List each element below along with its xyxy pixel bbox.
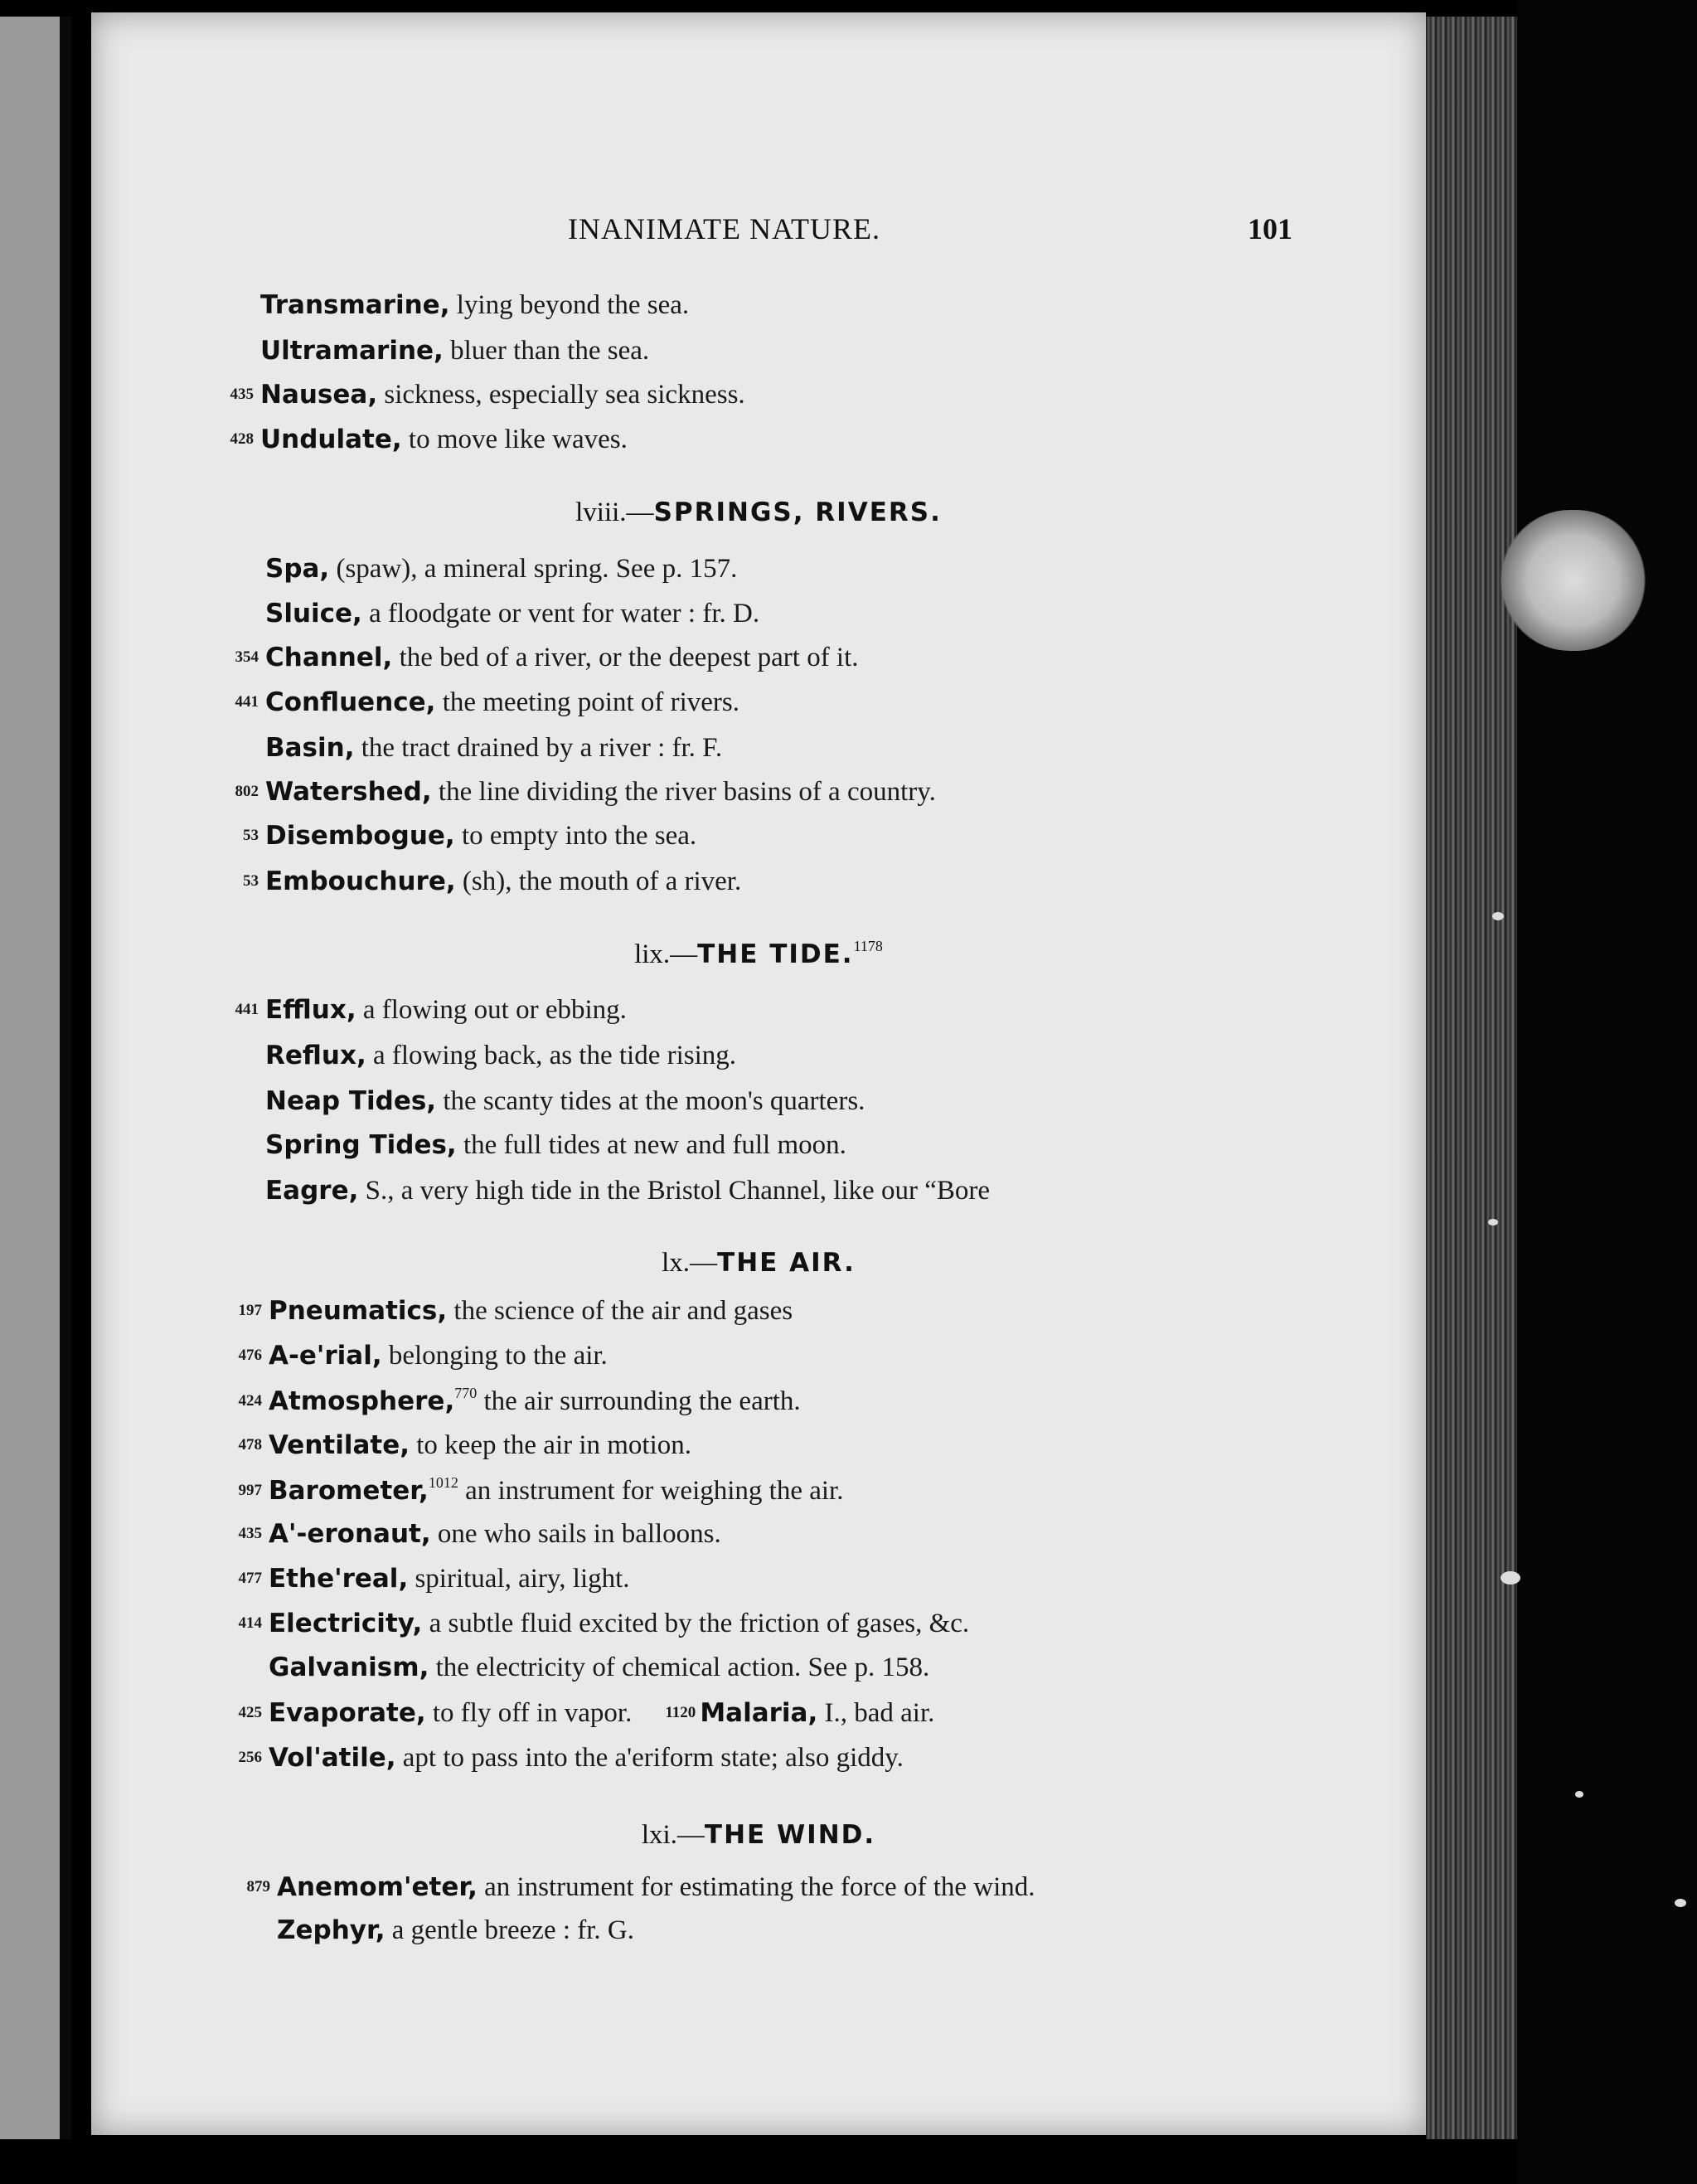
reference-number: 53 <box>243 827 259 844</box>
reference-number: 197 <box>238 1302 262 1319</box>
reference-number: 53 <box>243 872 259 890</box>
entry-line <box>230 554 737 585</box>
entry-term: Evaporate, <box>269 1698 426 1728</box>
entry-line <box>234 1564 630 1594</box>
entry-line <box>225 425 628 455</box>
entry-definition: the scanty tides at the moon's quarters. <box>436 1086 865 1116</box>
entry-definition: a floodgate or vent for water : fr. D. <box>361 599 760 629</box>
entry-definition: the bed of a river, or the deepest part of it. <box>392 643 859 672</box>
reference-number: 802 <box>235 783 259 800</box>
entry-line <box>234 1519 721 1550</box>
entry-line <box>230 1041 736 1071</box>
entry-term: Barometer, <box>269 1476 429 1506</box>
entry-term: Disembogue, <box>265 821 455 851</box>
entry-line <box>230 866 741 897</box>
reference-number: 476 <box>238 1347 262 1364</box>
reference-number: 441 <box>235 1001 259 1018</box>
reference-number: 424 <box>238 1392 262 1410</box>
dust-fleck <box>1501 1571 1520 1585</box>
entry-line <box>230 995 627 1026</box>
entry-line <box>230 599 759 629</box>
entry-term: Nausea, <box>260 380 378 410</box>
paper-blemish <box>1501 510 1646 651</box>
entry-line <box>230 1176 990 1206</box>
dust-fleck <box>1488 1219 1498 1225</box>
reference-number: 478 <box>238 1436 262 1454</box>
entry-definition: the science of the air and gases <box>447 1296 793 1326</box>
section-numeral: lxi.— <box>641 1820 705 1850</box>
entry-line <box>234 1474 843 1507</box>
entry-line <box>234 1430 691 1461</box>
reference-number: 435 <box>230 386 254 403</box>
entry-term: Channel, <box>265 643 393 672</box>
reference-number: 425 <box>238 1704 262 1721</box>
entry-line <box>234 1609 969 1639</box>
entry-definition: a flowing back, as the tide rising. <box>366 1041 737 1070</box>
section-title: THE TIDE. <box>697 939 854 969</box>
entry-definition: the line dividing the river basins of a country. <box>431 777 936 807</box>
entry-definition: to empty into the sea. <box>454 821 697 851</box>
running-head <box>91 211 1426 245</box>
entry-line <box>230 733 722 764</box>
entry-term: Zephyr, <box>277 1915 385 1945</box>
entry-term: Ventilate, <box>269 1430 410 1460</box>
entry-line <box>234 1385 801 1417</box>
section-numeral: lx.— <box>662 1248 718 1278</box>
entry-line <box>234 1653 929 1683</box>
book-page <box>91 12 1426 2135</box>
entry-term: Confluence, <box>265 687 436 717</box>
entry-definition: to fly off in vapor. <box>425 1698 633 1728</box>
section-heading <box>91 497 1426 528</box>
entry-term: Efflux, <box>265 995 356 1025</box>
entry-term: A'-eronaut, <box>269 1519 431 1549</box>
entry-term: Ultramarine, <box>260 336 444 366</box>
entry-term: Malaria, <box>700 1698 818 1728</box>
entry-definition: to move like waves. <box>401 425 628 454</box>
entry-line <box>242 1872 1035 1903</box>
entry-line <box>242 1915 634 1946</box>
entry-line <box>230 1130 846 1161</box>
reference-number: 428 <box>230 430 254 448</box>
section-heading <box>91 1820 1426 1851</box>
entry-term: Ethe'real, <box>269 1564 409 1594</box>
entry-line <box>234 1743 904 1774</box>
dark-margin <box>1517 0 1697 2184</box>
entry-term: Spa, <box>265 554 330 584</box>
entry-definition: bluer than the sea. <box>443 336 650 366</box>
entry-term: Watershed, <box>265 777 432 807</box>
entry-term: Sluice, <box>265 599 362 629</box>
entry-definition: spiritual, airy, light. <box>408 1564 630 1594</box>
entry-line <box>230 821 696 852</box>
running-title: INANIMATE NATURE. <box>568 212 880 245</box>
section-heading <box>91 1248 1426 1279</box>
entry-definition: the meeting point of rivers. <box>435 687 740 717</box>
entry-term: Basin, <box>265 733 355 763</box>
entry-term: Undulate, <box>260 425 402 454</box>
entry-definition: apt to pass into the a'eriform state; also giddy. <box>395 1743 904 1773</box>
entry-definition: a subtle fluid excited by the friction of gases, &c. <box>422 1609 970 1638</box>
entry-definition: (spaw), a mineral spring. See p. 157. <box>329 554 738 584</box>
entry-term: Electricity, <box>269 1609 423 1638</box>
entry-line <box>225 336 649 366</box>
entry-term: Eagre, <box>265 1176 359 1206</box>
dust-fleck <box>1675 1899 1686 1907</box>
entry-line <box>234 1698 934 1729</box>
section-numeral: lviii.— <box>575 497 654 527</box>
entry-term: Pneumatics, <box>269 1296 448 1326</box>
entry-line <box>230 1086 865 1117</box>
reference-number: 477 <box>238 1570 262 1587</box>
entry-definition: (sh), the mouth of a river. <box>455 866 742 896</box>
section-numeral: lix.— <box>634 939 698 969</box>
entry-definition: the electricity of chemical action. See p. 158. <box>429 1653 930 1682</box>
entry-term: Embouchure, <box>265 866 456 896</box>
term-superscript: 1012 <box>428 1474 458 1491</box>
dust-fleck <box>1575 1791 1583 1798</box>
dust-fleck <box>1492 912 1504 920</box>
reference-number: 879 <box>246 1878 270 1895</box>
reference-number: 997 <box>238 1482 262 1499</box>
reference-number: 256 <box>238 1749 262 1766</box>
term-superscript: 770 <box>454 1385 478 1401</box>
entry-line <box>225 290 689 321</box>
entry-term: Transmarine, <box>260 290 450 320</box>
reference-number: 354 <box>235 648 259 666</box>
entry-line <box>225 380 745 410</box>
page-number: 101 <box>1248 212 1292 245</box>
entry-definition: a gentle breeze : fr. G. <box>385 1915 634 1945</box>
entry-definition: the air surrounding the earth. <box>477 1386 801 1416</box>
book-spine <box>1426 17 1517 2139</box>
entry-definition: a flowing out or ebbing. <box>356 995 627 1025</box>
entry-definition: the tract drained by a river : fr. F. <box>354 733 723 763</box>
section-superscript: 1178 <box>853 938 883 954</box>
gutter-shadow <box>60 17 71 2139</box>
entry-line <box>230 687 739 718</box>
entry-definition: an instrument for weighing the air. <box>458 1476 844 1506</box>
section-title: SPRINGS, RIVERS. <box>653 497 942 527</box>
entry-line <box>234 1296 793 1327</box>
entry-line <box>230 777 936 808</box>
section-heading <box>91 938 1426 970</box>
entry-definition: belonging to the air. <box>381 1341 608 1371</box>
entry-term: Reflux, <box>265 1041 366 1070</box>
entry-term: Neap Tides, <box>265 1086 437 1116</box>
reference-number: 435 <box>238 1525 262 1542</box>
reference-number: 441 <box>235 693 259 711</box>
entry-definition: lying beyond the sea. <box>449 290 690 320</box>
entry-term: Galvanism, <box>269 1653 429 1682</box>
entry-term: Anemom'eter, <box>277 1872 478 1902</box>
reference-number: 414 <box>238 1614 262 1632</box>
entry-term: Atmosphere, <box>269 1386 455 1416</box>
entry-line <box>230 643 859 673</box>
entry-definition: I., bad air. <box>817 1698 935 1728</box>
entry-line <box>234 1341 608 1371</box>
entry-term: A-e'rial, <box>269 1341 382 1371</box>
entry-term: Vol'atile, <box>269 1743 396 1773</box>
entry-definition: to keep the air in motion. <box>410 1430 692 1460</box>
section-title: THE WIND. <box>704 1820 876 1850</box>
entry-definition: an instrument for estimating the force of the wind. <box>477 1872 1035 1902</box>
entry-definition: one who sails in balloons. <box>430 1519 721 1549</box>
entry-definition: S., a very high tide in the Bristol Channel, like our “Bore <box>358 1176 990 1206</box>
section-title: THE AIR. <box>717 1248 856 1278</box>
entry-definition: the full tides at new and full moon. <box>456 1130 846 1160</box>
reference-number: 1120 <box>665 1704 696 1721</box>
entry-definition: sickness, especially sea sickness. <box>377 380 745 410</box>
facing-page-edge <box>0 17 66 2139</box>
entry-term: Spring Tides, <box>265 1130 457 1160</box>
